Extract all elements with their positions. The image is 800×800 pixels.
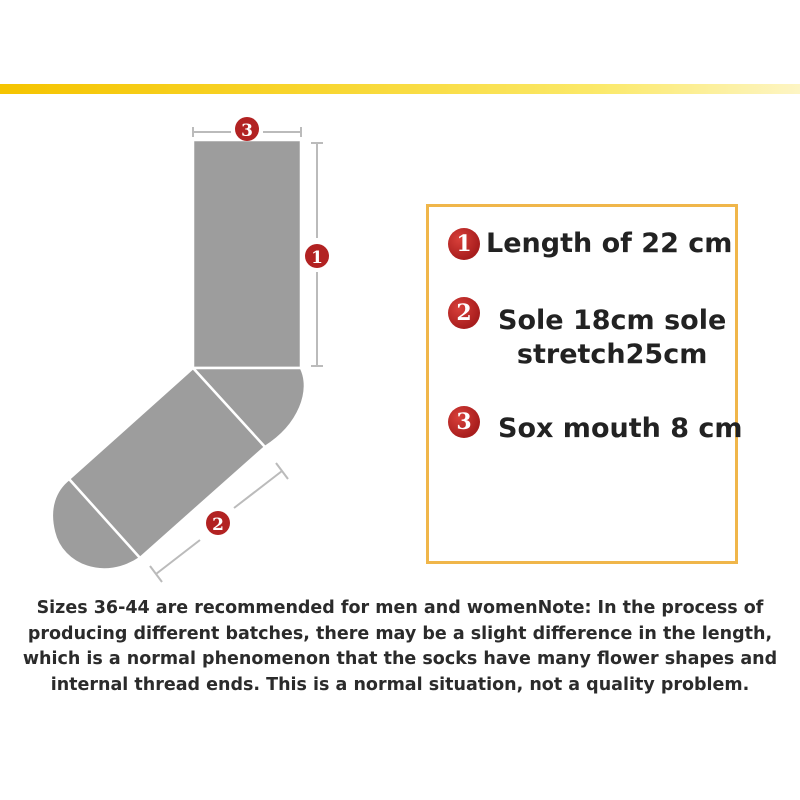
- svg-text:2: 2: [212, 515, 224, 535]
- number-badge-2: 2: [448, 297, 480, 329]
- spec-length: [448, 227, 732, 261]
- sock-illustration: [52, 140, 305, 569]
- diagram-marker-2: [206, 511, 230, 535]
- diagram-marker-1: [305, 244, 329, 268]
- spec-sole-text: Sole 18cm sole stretch25cm: [498, 305, 727, 370]
- diagram-marker-3: [235, 117, 259, 141]
- spec-mouth: [448, 405, 743, 446]
- spec-mouth-text: Sox mouth 8 cm: [498, 413, 743, 444]
- svg-text:1: 1: [311, 248, 323, 268]
- spec-sole: [448, 296, 726, 372]
- number-badge-3: 3: [448, 406, 480, 438]
- size-note: Sizes 36-44 are recommended for men and womenNote: In the process of producing different batches, there may be a slight difference in the length, which is a normal phenomenon that the socks have many flower shapes and internal thread ends. This is a normal situation, not a quality problem.: [22, 598, 778, 695]
- sock-leg: [193, 140, 301, 368]
- spec-length-text: Length of 22 cm: [486, 228, 733, 259]
- svg-text:3: 3: [241, 121, 253, 141]
- number-badge-1: 1: [448, 228, 480, 260]
